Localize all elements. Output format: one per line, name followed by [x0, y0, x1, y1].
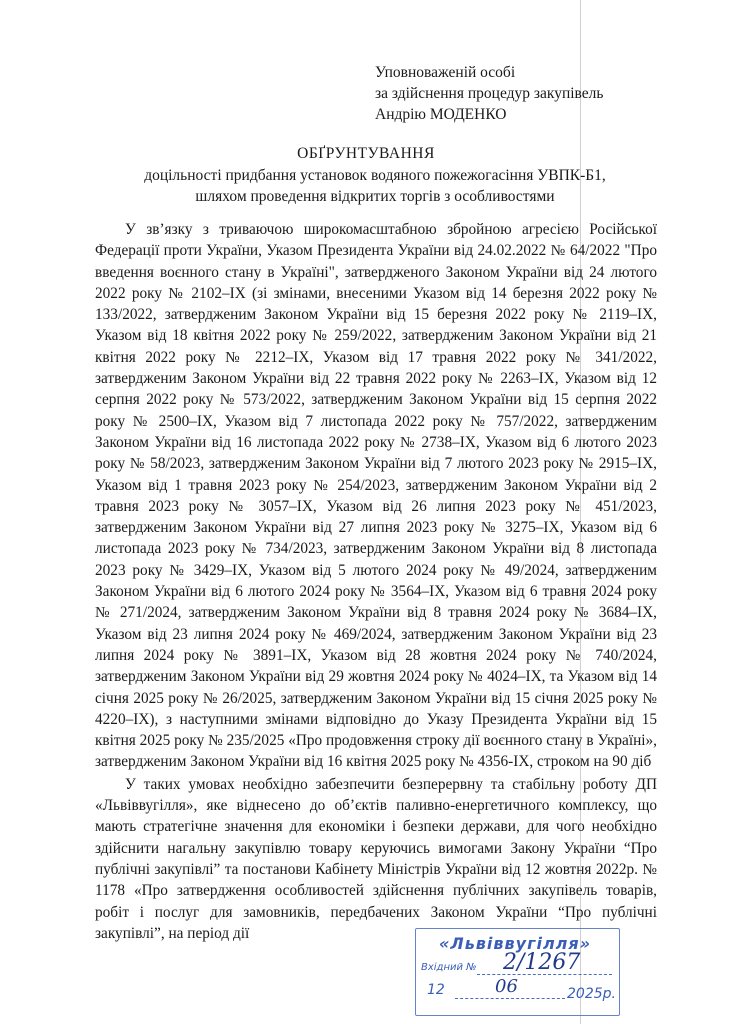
stamp-incoming-number: 2/1267	[503, 950, 581, 975]
body-paragraph-1: У зв’язку з триваючою широкомасштабною збройною агресією Російської Федерації проти України, Указом Президента України від 24.02.2022 № 64/2022 "Про введення воєнного стану в Україні", затвердженого Законом України від 24 лютого 2022 року № 2102–IX (зі змінами, внесеними Указом від 14 березня 2022 року № 133/2022, затвердженим Законом України від 15 березня 2022 року № 2119–IX, Указом від 18 квітня 2022 року № 259/2022, затвердженим Законом України від 21 квітня 2022 року № 2212–IX, Указом від 17 травня 2022 року № 341/2022, затвердженим Законом України від 22 травня 2022 року № 2263–IX, Указом від 12 серпня 2022 року № 573/2022, затвердженим Законом України від 15 серпня 2022 року № 2500–IX, Указом від 7 листопада 2022 року № 757/2022, затвердженим Законом України від 16 листопада 2022 року № 2738–IX, Указом від 6 лютого 2023 року № 58/2023, затвердженим Законом України від 7 лютого 2023 року № 2915–IX, Указом від 1 травня 2023 року № 254/2023, затвердженим Законом України від 2 травня 2023 року № 3057–IX, Указом від 26 липня 2023 року № 451/2023, затвердженим Законом України від 27 липня 2023 року № 3275–IX, Указом від 6 листопада 2023 року № 734/2023, затвердженим Законом України від 8 листопада 2023 року № 3429–IX, Указом від 5 лютого 2024 року № 49/2024, затвердженим Законом України від 6 лютого 2024 року № 3564–IX, Указом від 6 травня 2024 року № 271/2024, затвердженим Законом України від 8 травня 2024 року № 3684–IX, Указом від 23 липня 2024 року № 469/2024, затвердженим Законом України від 23 липня 2024 року № 3891–IX, Указом від 28 жовтня 2024 року № 740/2024, затвердженим Законом України від 29 жовтня 2024 року № 4024–IX, та Указом від 14 січня 2025 року № 26/2025, затвердженим Законом України від 15 січня 2025 року № 4220–IX), з наступними змінами відповідно до Указу Президента України від 15 квітня 2025 року № 235/2025 «Про продовження строку дії воєнного стану в Україні», затвердженим Законом України від 16 квітня 2025 року № 4356-IX, строком на 90 діб	[95, 221, 657, 771]
stamp-date-line	[455, 998, 565, 999]
stamp-day: 12	[427, 982, 445, 998]
registration-stamp	[415, 918, 620, 1016]
addressee-block	[375, 62, 603, 125]
stamp-incoming-label: Вхідний №	[421, 962, 477, 973]
addressee-line-2: за здійснення процедур закупівель	[375, 85, 604, 102]
stamp-organization: «Львіввугілля»	[439, 934, 592, 953]
stamp-year: 2025р.	[567, 986, 616, 1002]
document-title: ОБҐРУНТУВАННЯ	[297, 145, 435, 162]
subtitle-line-1: доцільності придбання установок водяного пожежогасіння УВПК-Б1,	[144, 167, 606, 184]
subtitle-line-2: шляхом проведення відкритих торгів з особливостями	[195, 188, 555, 205]
addressee-line-1: Уповноваженій особі	[375, 64, 516, 81]
stamp-month: 06	[495, 976, 518, 997]
document-subtitle	[95, 165, 655, 207]
addressee-line-3: Андрію МОДЕНКО	[375, 106, 507, 123]
body-paragraph-2: У таких умовах необхідно забезпечити безперервну та стабільну роботу ДП «Львіввугілля», яке віднесено до об’єктів паливно-енергетичного комплексу, що мають стратегічне значення для економіки і безпеки держави, для чого необхідно здійснити нагальну закупівлю товару керуючись вимогами Закону України “Про публічні закупівлі” та постанови Кабінету Міністрів України від 12 жовтня 2022р. № 1178 «Про затвердження особливостей здійснення публічних закупівель товарів, робіт і послуг для замовників, передбачених Законом України “Про публічні закупівлі”, на період дії	[95, 775, 657, 942]
document-body	[95, 219, 657, 944]
